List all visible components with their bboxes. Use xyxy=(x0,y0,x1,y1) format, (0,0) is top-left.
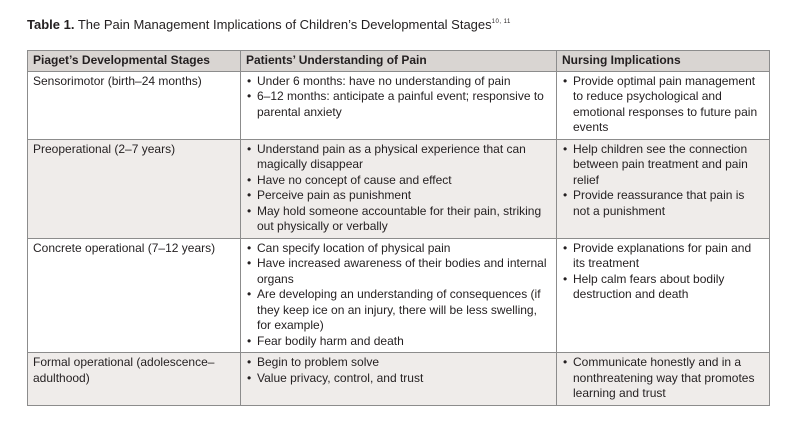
table-caption-title: The Pain Management Implications of Children’s Developmental Stages xyxy=(74,17,492,32)
list-item: • Have no concept of cause and effect xyxy=(246,173,551,189)
understanding-list xyxy=(246,74,551,121)
pain-management-table xyxy=(27,50,770,406)
implications-cell xyxy=(557,238,770,353)
implications-cell xyxy=(557,71,770,139)
list-item: • May hold someone accountable for their pain, striking out physically or verbally xyxy=(246,204,551,235)
implications-cell xyxy=(557,353,770,406)
list-item: • Value privacy, control, and trust xyxy=(246,371,551,387)
understanding-cell xyxy=(241,139,557,238)
understanding-cell xyxy=(241,238,557,353)
list-item: • Begin to problem solve xyxy=(246,355,551,371)
table-row xyxy=(28,139,770,238)
table-row xyxy=(28,71,770,139)
list-item: • Under 6 months: have no understanding of pain xyxy=(246,74,551,90)
understanding-list xyxy=(246,241,551,350)
implications-list xyxy=(562,241,764,303)
implications-list xyxy=(562,74,764,136)
stage-cell: Preoperational (2–7 years) xyxy=(28,139,241,238)
header-nursing-implications: Nursing Implications xyxy=(557,51,770,72)
list-item: • Can specify location of physical pain xyxy=(246,241,551,257)
implications-list xyxy=(562,142,764,220)
list-item: • Help children see the connection between pain treatment and pain relief xyxy=(562,142,764,189)
table-caption-label: Table 1. xyxy=(27,17,75,32)
understanding-cell xyxy=(241,353,557,406)
list-item: • Provide optimal pain management to reduce psychological and emotional responses to future pain events xyxy=(562,74,764,136)
implications-cell xyxy=(557,139,770,238)
table-caption xyxy=(27,14,511,33)
table-row xyxy=(28,353,770,406)
list-item: • Have increased awareness of their bodies and internal organs xyxy=(246,256,551,287)
list-item: • Provide explanations for pain and its treatment xyxy=(562,241,764,272)
list-item: • Fear bodily harm and death xyxy=(246,334,551,350)
list-item: • Communicate honestly and in a nonthreatening way that promotes learning and trust xyxy=(562,355,764,402)
understanding-list xyxy=(246,142,551,235)
table-header-row xyxy=(28,51,770,72)
list-item: • 6–12 months: anticipate a painful event; responsive to parental anxiety xyxy=(246,89,551,120)
table-caption-references: 10, 11 xyxy=(491,19,511,25)
list-item: • Are developing an understanding of consequences (if they keep ice on an injury, there will be less swelling, for example) xyxy=(246,287,551,334)
understanding-cell xyxy=(241,71,557,139)
understanding-list xyxy=(246,355,551,386)
list-item: • Provide reassurance that pain is not a punishment xyxy=(562,188,764,219)
list-item: • Understand pain as a physical experience that can magically disappear xyxy=(246,142,551,173)
stage-cell: Formal operational (adolescence–adulthood) xyxy=(28,353,241,406)
table-row xyxy=(28,238,770,353)
list-item: • Perceive pain as punishment xyxy=(246,188,551,204)
header-understanding-of-pain: Patients’ Understanding of Pain xyxy=(241,51,557,72)
header-developmental-stages: Piaget’s Developmental Stages xyxy=(28,51,241,72)
stage-cell: Sensorimotor (birth–24 months) xyxy=(28,71,241,139)
stage-cell: Concrete operational (7–12 years) xyxy=(28,238,241,353)
list-item: • Help calm fears about bodily destruction and death xyxy=(562,272,764,303)
implications-list xyxy=(562,355,764,402)
